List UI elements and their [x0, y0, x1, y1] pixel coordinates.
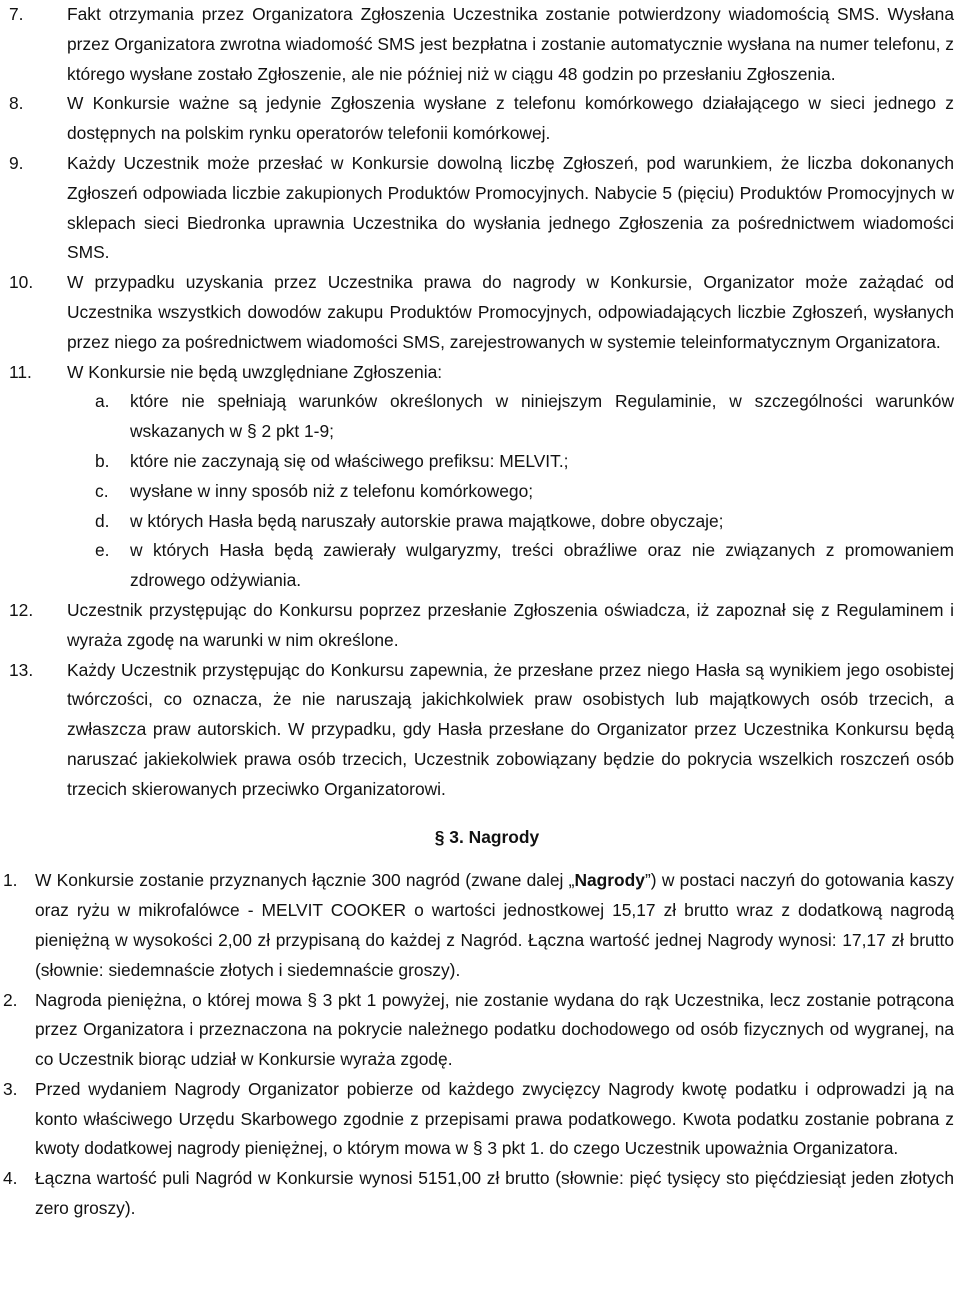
rule-number: 10. [9, 272, 34, 293]
rules-list-continued [0, 596, 954, 805]
prize-number: 1. [3, 870, 18, 891]
rule-number: 11. [9, 361, 32, 382]
rule-item-7 [0, 0, 954, 89]
prize-text: Łączna wartość puli Nagród w Konkursie wynosi 5151,00 zł brutto (słownie: pięć tysięcy sto pięćdziesiąt jeden złotych zero groszy). [35, 1168, 954, 1219]
rule-number: 7. [9, 4, 24, 24]
rule-item-9 [0, 149, 954, 268]
sub-item-letter: a. [95, 391, 110, 412]
rule-11-sublist [0, 387, 954, 596]
rule-item-10 [0, 268, 954, 357]
sub-item-b [67, 447, 954, 477]
prize-text: Nagroda pieniężna, o której mowa § 3 pkt 1 powyżej, nie zostanie wydana do rąk Uczestnika, lecz zostanie potrącona przez Organizatora i przeznaczona na pokrycie należnego podatku dochodowego od osób fizycznych od wygranej, na co Uczestnik biorąc udział w Konkursie wyraża zgodę. [35, 989, 954, 1070]
prize-text-before: W Konkursie zostanie przyznanych łącznie 300 nagród (zwane dalej „ [35, 870, 575, 891]
prize-number: 2. [3, 989, 18, 1010]
prize-text-after: ”) w postaci naczyń do gotowania kaszy oraz ryżu w mikrofalówce - MELVIT COOKER o wartości jednostkowej 15,17 zł brutto wraz z dodatkową nagrodą pieniężną w wysokości 2,00 zł przypisaną do każdej z Nagród. Łączna wartość jednej Nagrody wynosi: 17,17 zł brutto (słownie: siedemnaście złotych i siedemnaście groszy). [35, 870, 955, 980]
prize-item-3 [0, 1075, 954, 1164]
sub-item-c [67, 477, 954, 507]
rule-number: 12. [9, 599, 34, 620]
rule-item-13 [0, 656, 954, 805]
prize-defined-term: Nagrody [574, 870, 645, 891]
rule-number: 8. [9, 93, 24, 114]
rules-list [0, 0, 954, 387]
prizes-list [0, 866, 954, 1224]
sub-item-text: wysłane w inny sposób niż z telefonu komórkowego; [130, 480, 534, 501]
sub-item-e [67, 536, 954, 596]
rule-item-11 [0, 358, 954, 388]
rule-text: Każdy Uczestnik może przesłać w Konkursie dowolną liczbę Zgłoszeń, pod warunkiem, że liczba dokonanych Zgłoszeń odpowiada liczbie zakupionych Produktów Promocyjnych. Nabycie 5 (pięciu) Produktów Promocyjnych w sklepach sieci Biedronka uprawnia Uczestnika do wysłania jednego Zgłoszenia za pośrednictwem wiadomości SMS. [67, 152, 954, 263]
sub-item-text: w których Hasła będą zawierały wulgaryzmy, treści obraźliwe oraz nie związanych z promowaniem zdrowego odżywiania. [130, 540, 954, 591]
prize-text: Przed wydaniem Nagrody Organizator pobierze od każdego zwycięzcy Nagrody kwotę podatku i odprowadzi ją na konto właściwego Urzędu Skarbowego zgodnie z przepisami prawa podatkowego. Kwota podatku zostanie pobrana z kwoty dodatkowej nagrody pieniężnej, o którym mowa w § 3 pkt 1. do czego Uczestnik upoważnia Organizatora. [35, 1078, 954, 1159]
prize-item-1 [0, 866, 954, 985]
sub-item-text: w których Hasła będą naruszały autorskie prawa majątkowe, dobre obyczaje; [130, 510, 724, 531]
rule-text: W Konkursie ważne są jedynie Zgłoszenia wysłane z telefonu komórkowego działającego w sieci jednego z dostępnych na polskim rynku operatorów telefonii komórkowej. [67, 93, 954, 144]
prize-number: 4. [3, 1168, 18, 1189]
sub-item-letter: b. [95, 450, 110, 471]
sub-item-a [67, 387, 954, 447]
prize-item-2 [0, 986, 954, 1075]
prize-number: 3. [3, 1078, 18, 1099]
section-heading-prizes: § 3. Nagrody [434, 826, 540, 847]
rule-item-12 [0, 596, 954, 656]
sub-item-d [67, 507, 954, 537]
rule-text: W Konkursie nie będą uwzględniane Zgłoszenia: [67, 361, 443, 382]
rule-number: 13. [9, 659, 34, 680]
rule-number: 9. [9, 152, 24, 173]
prize-item-4 [0, 1164, 954, 1224]
rule-text: W przypadku uzyskania przez Uczestnika prawa do nagrody w Konkursie, Organizator może zażądać od Uczestnika wszystkich dowodów zakupu Produktów Promocyjnych, odpowiadających liczbie Zgłoszeń, wysłanych przez niego za pośrednictwem wiadomości SMS, zarejestrowanych w systemie teleinformatycznym Organizatora. [67, 272, 954, 352]
sub-item-letter: d. [95, 510, 110, 531]
sub-item-text: które nie spełniają warunków określonych w niniejszym Regulaminie, w szczególności warunków wskazanych w § 2 pkt 1-9; [130, 391, 954, 442]
rule-item-8 [0, 89, 954, 149]
rule-text: Uczestnik przystępując do Konkursu poprzez przesłanie Zgłoszenia oświadcza, iż zapoznał się z Regulaminem i wyraża zgodę na warunki w nim określone. [67, 599, 954, 650]
sub-item-letter: e. [95, 540, 110, 561]
rule-text: Fakt otrzymania przez Organizatora Zgłoszenia Uczestnika zostanie potwierdzony wiadomością SMS. Wysłana przez Organizatora zwrotna wiadomość SMS jest bezpłatna i zostanie automatycznie wysłana na numer telefonu, z którego wysłane zostało Zgłoszenie, ale nie później niż w ciągu 48 godzin po przesłaniu Zgłoszenia. [67, 4, 954, 84]
sub-item-text: które nie zaczynają się od właściwego prefiksu: MELVIT.; [130, 450, 569, 471]
rule-text: Każdy Uczestnik przystępując do Konkursu zapewnia, że przesłane przez niego Hasła są wynikiem jego osobistej twórczości, co oznacza, że nie naruszają jakichkolwiek praw osobistych lub majątkowych osób trzecich, a zwłaszcza praw autorskich. W przypadku, gdy Hasła przesłane do Organizator przez Uczestnika Konkursu będą naruszać jakiekolwiek prawa osób trzecich, Uczestnik zobowiązany będzie do pokrycia wszelkich roszczeń osób trzecich skierowanych przeciwko Organizatorowi. [67, 659, 954, 799]
sub-item-letter: c. [95, 480, 109, 501]
